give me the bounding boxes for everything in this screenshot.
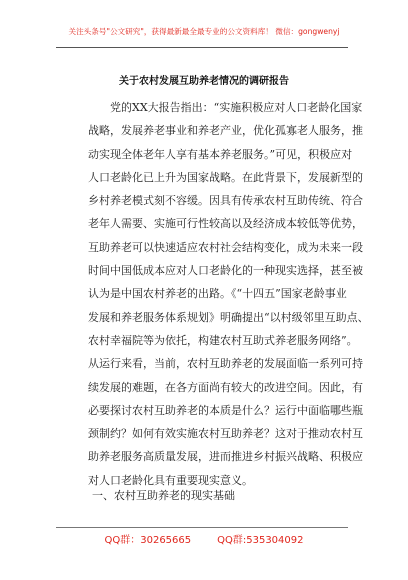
footer-divider — [56, 527, 348, 528]
body-line: 对人口老龄化具有重要现实意义。 — [88, 473, 253, 487]
body-line: 认为是中国农村养老的出路。《“十四五”国家老龄事业 — [88, 287, 347, 301]
page-footer — [0, 531, 408, 546]
page-header — [0, 0, 408, 70]
body-line: 颈制约？如何有效实施农村互助养老？这对于推动农村互 — [88, 427, 363, 441]
footer-qq-group-1: QQ群：30265665 — [104, 535, 192, 546]
body-line: 互助养老可以快速适应农村社会结构变化，成为未来一段 — [88, 240, 363, 254]
footer-qq-group-2: QQ群:535304092 — [217, 535, 304, 546]
document-title: 关于农村发展互助养老情况的调研报告 — [119, 76, 289, 87]
body-line: 战略，发展养老事业和养老产业，优化孤寡老人服务，推 — [88, 124, 363, 138]
body-line: 发展和养老服务体系规划》明确提出“以村级邻里互助点、 — [88, 310, 369, 324]
body-line: 从运行来看，当前，农村互助养老的发展面临一系列可持 — [88, 357, 363, 371]
body-line: 时间中国低成本应对人口老龄化的一种现实选择，甚至被 — [88, 264, 363, 278]
body-line: 动实现全体老年人享有基本养老服务。”可见，积极应对 — [88, 147, 353, 161]
body-line: 续发展的难题，在各方面尚有较大的改进空间。因此，有 — [88, 380, 363, 394]
body-line: 农村幸福院等为依托，构建农村互助式养老服务网络”。 — [88, 333, 358, 347]
section-heading: 一、农村互助养老的现实基础 — [92, 489, 235, 502]
body-line: 必要探讨农村互助养老的本质是什么？运行中面临哪些瓶 — [88, 403, 363, 417]
body-line: 党的XX大报告指出：“实施积极应对人口老龄化国家 — [110, 101, 363, 114]
header-promo-text: 关注头条号"公文研究"，获得最新最全最专业的公文资料库！ 微信：gongwenyj — [68, 27, 340, 36]
body-line: 助养老服务高质量发展，进而推进乡村振兴战略、积极应 — [88, 450, 363, 464]
document-body — [88, 96, 369, 492]
header-divider — [56, 47, 348, 48]
body-line: 老年人需要、实施可行性较高以及经济成本较低等优势， — [88, 217, 363, 231]
body-line: 乡村养老模式刻不容缓。因具有传承农村互助传统、符合 — [88, 194, 363, 208]
body-line: 人口老龄化已上升为国家战略。在此背景下，发展新型的 — [88, 170, 363, 184]
